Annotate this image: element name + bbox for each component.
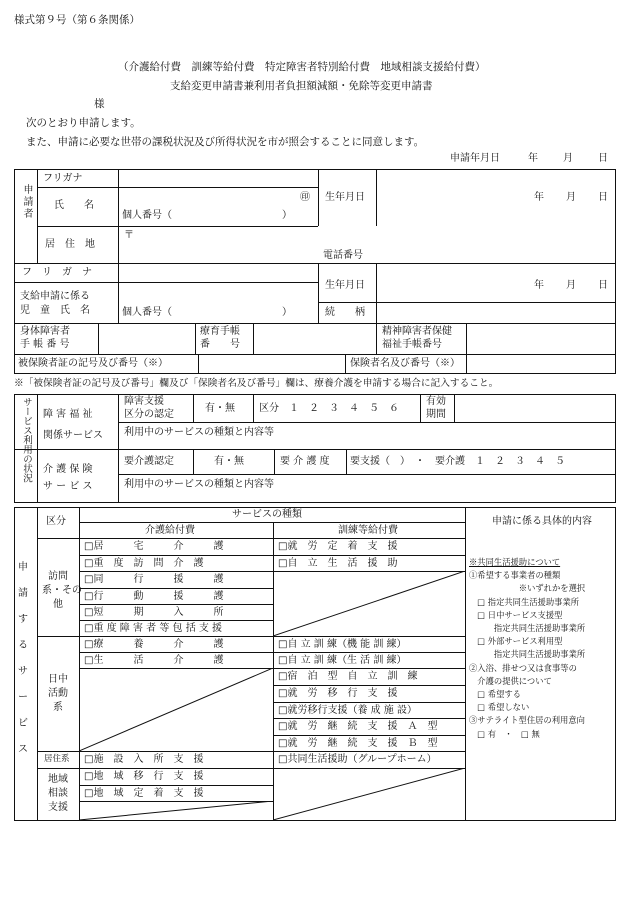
- detail-line: ③サテライト型住居の利用意向: [469, 715, 585, 726]
- detail-option[interactable]: □ 指定共同生活援助事業所: [469, 596, 580, 607]
- care-insurance-label-2: サ ー ビ ス: [43, 481, 93, 492]
- child-birth-label: 生年月日: [325, 280, 365, 291]
- seal-mark: ㊞: [300, 192, 310, 203]
- service-checkbox-group-home[interactable]: □共同生活援助（グループホーム）: [278, 754, 437, 765]
- requested-side-label: 申請するサービス: [18, 562, 28, 755]
- detail-line: 介護の提供について: [469, 675, 552, 686]
- support-level-yes-no: 有・無: [205, 403, 235, 414]
- service-checkbox-chiiki-iko[interactable]: □地 域 移 行 支 援: [84, 771, 204, 782]
- application-date-day: 日: [598, 153, 608, 164]
- chiiki-label-2: 相談: [48, 788, 68, 799]
- applicant-individual-number: 個人番号（ ）: [122, 210, 292, 221]
- service-checkbox-kyotaku[interactable]: □居 宅 介 護: [84, 541, 224, 552]
- care-cert-label: 要介護認定: [124, 456, 174, 467]
- intro-text-2: また、申請に必要な世帯の課税状況及び所得状況を市が照会することに同意します。: [26, 136, 425, 148]
- detail-option[interactable]: □ 希望しない: [469, 702, 530, 713]
- rehab-notebook-label-2: 番 号: [200, 339, 240, 350]
- applicant-birth-day: 日: [598, 192, 608, 203]
- phone-label: 電話番号: [323, 250, 363, 261]
- empty-cell-slash: [273, 768, 465, 820]
- service-checkbox-tanki[interactable]: □短 期 入 所: [84, 607, 224, 618]
- applicant-side-label: 申請者: [21, 184, 32, 220]
- detail-line: ①希望する事業者の種類: [469, 570, 561, 581]
- addressee-suffix: 様: [94, 98, 105, 110]
- service-checkbox-judo-homon[interactable]: □重 度 訪 問 介 護: [84, 558, 204, 569]
- welfare-service-label-2: 関係サービス: [43, 430, 103, 441]
- mental-notebook-label-2: 福祉手帳番号: [382, 339, 442, 350]
- valid-period-label-2: 期間: [426, 409, 446, 420]
- service-checkbox-keizoku-b[interactable]: □就 労 継 続 支 援 Ｂ 型: [278, 738, 438, 749]
- physical-notebook-label-2: 手 帳 番 号: [20, 339, 70, 350]
- intro-text-1: 次のとおり申請します。: [26, 117, 141, 129]
- application-date-label: 申請年月日: [450, 153, 500, 164]
- rehab-notebook-label-1: 療育手帳: [200, 326, 240, 337]
- kunren-header: 訓練等給付費: [338, 525, 398, 536]
- detail-line: 指定共同生活援助事業所: [469, 623, 586, 634]
- service-checkbox-shisetsu[interactable]: □施 設 入 所 支 援: [84, 754, 204, 765]
- usage-side-label: サービス利用の状況: [21, 397, 32, 483]
- care-level-options: 要支援（ ） ・ 要介護 １ ２ ３ ４ ５: [350, 456, 565, 467]
- support-category: 区分 １ ２ ３ ４ ５ ６: [259, 403, 399, 414]
- detail-line: ②入浴、排せつ又は食事等の: [469, 662, 577, 673]
- form-number: 様式第９号（第６条関係）: [14, 14, 140, 26]
- child-name-label-2: 児 童 氏 名: [20, 305, 90, 316]
- detail-option[interactable]: □ 有 ・ □ 無: [469, 728, 540, 739]
- applicant-birth-year: 年: [534, 192, 544, 203]
- service-checkbox-shuro-teichaku[interactable]: □就 労 定 着 支 援: [278, 541, 398, 552]
- service-checkbox-ryoyo[interactable]: □療 養 介 護: [84, 639, 224, 650]
- applicant-birth-month: 月: [566, 192, 576, 203]
- service-checkbox-keizoku-a[interactable]: □就 労 継 続 支 援 Ａ 型: [278, 721, 438, 732]
- support-level-label-1: 障害支援: [124, 396, 164, 407]
- application-date-month: 月: [563, 153, 573, 164]
- detail-header: 申請に係る具体的内容: [492, 516, 592, 527]
- physical-notebook-label-1: 身体障害者: [20, 326, 70, 337]
- service-checkbox-shuro-iko-yosei[interactable]: □就労移行支援（養 成 施 設）: [278, 705, 417, 716]
- welfare-service-label-1: 障 害 福 祉: [43, 409, 93, 420]
- service-checkbox-jiritsu-seikatsu[interactable]: □自 立 生 活 援 助: [278, 558, 398, 569]
- valid-period-label-1: 有効: [426, 396, 446, 407]
- detail-content: [469, 556, 585, 741]
- detail-line: ※いずれかを選択: [469, 583, 586, 594]
- service-types-header: サービスの種類: [232, 509, 302, 520]
- insurance-note: ※「被保険者証の記号及び番号」欄及び「保険者名及び番号」欄は、療養介護を申請する場合に記入すること。: [14, 378, 499, 389]
- nichu-label-2: 活動: [48, 688, 68, 699]
- homon-label-3: 他: [53, 599, 63, 610]
- homon-label-2: 系・その: [42, 585, 82, 596]
- chiiki-label-1: 地域: [48, 774, 68, 785]
- service-checkbox-seikatsu-kunren[interactable]: □自 立 訓 練（生 活 訓 練）: [278, 655, 407, 666]
- application-date-year: 年: [528, 153, 538, 164]
- postal-mark: 〒: [124, 230, 134, 241]
- service-checkbox-shuro-iko[interactable]: □就 労 移 行 支 援: [278, 688, 398, 699]
- detail-option[interactable]: □ 希望する: [469, 689, 521, 700]
- service-checkbox-kodo[interactable]: □行 動 援 護: [84, 591, 224, 602]
- service-checkbox-shukuhaku[interactable]: □宿 泊 型 自 立 訓 練: [278, 671, 418, 682]
- applicant-address-label: 居 住 地: [45, 239, 95, 250]
- empty-cell-slash: [79, 668, 273, 751]
- kaigo-header: 介護給付費: [145, 525, 195, 536]
- care-in-use-label: 利用中のサービスの種類と内容等: [124, 479, 274, 490]
- form-title-line1: （介護給付費 訓練等給付費 特定障害者特別給付費 地域相談支援給付費）: [118, 61, 486, 73]
- child-furigana-label: フ リ ガ ナ: [22, 267, 92, 278]
- empty-cell-slash: [273, 571, 465, 636]
- nichu-label-1: 日中: [48, 674, 68, 685]
- applicant-birth-label: 生年月日: [325, 192, 365, 203]
- welfare-in-use-label: 利用中のサービスの種類と内容等: [124, 427, 274, 438]
- empty-cell-slash: [79, 801, 273, 820]
- kyoju-label: 居住系: [44, 754, 70, 764]
- service-checkbox-hokatsu[interactable]: □重 度 障 害 者 等 包 括 支 援: [84, 623, 223, 634]
- detail-line: 指定共同生活援助事業所: [469, 649, 586, 660]
- service-checkbox-doko[interactable]: □同 行 援 護: [84, 574, 224, 585]
- mental-notebook-label-1: 精神障害者保健: [382, 326, 452, 337]
- child-birth-year: 年: [534, 280, 544, 291]
- homon-label-1: 訪問: [48, 571, 68, 582]
- child-birth-month: 月: [566, 280, 576, 291]
- form-title-line2: 支給変更申請書兼利用者負担額減額・免除等変更申請書: [170, 80, 433, 92]
- service-checkbox-seikatsu-kaigo[interactable]: □生 活 介 護: [84, 655, 224, 666]
- detail-line: ※共同生活援助について: [469, 557, 561, 567]
- care-cert-yes-no: 有・無: [214, 456, 244, 467]
- care-level-label: 要 介 護 度: [280, 456, 330, 467]
- detail-option[interactable]: □ 日中サービス支援型: [469, 609, 563, 620]
- detail-option[interactable]: □ 外部サービス利用型: [469, 636, 563, 647]
- child-individual-number: 個人番号（ ）: [122, 307, 292, 318]
- service-checkbox-kino-kunren[interactable]: □自 立 訓 練（機 能 訓 練）: [278, 639, 407, 650]
- child-name-label-1: 支給申請に係る: [20, 291, 90, 302]
- insured-cert-label: 被保険者証の記号及び番号（※）: [18, 358, 168, 369]
- category-header: 区分: [46, 516, 66, 527]
- service-checkbox-chiiki-teichaku[interactable]: □地 域 定 着 支 援: [84, 788, 204, 799]
- nichu-label-3: 系: [53, 702, 63, 713]
- insurer-label: 保険者名及び番号（※）: [350, 358, 460, 369]
- support-level-label-2: 区分の認定: [124, 409, 174, 420]
- child-birth-day: 日: [598, 280, 608, 291]
- chiiki-label-3: 支援: [48, 802, 68, 813]
- child-relation-label: 続 柄: [325, 307, 365, 318]
- care-insurance-label-1: 介 護 保 険: [43, 464, 93, 475]
- applicant-furigana-label: フリガナ: [43, 173, 83, 184]
- applicant-name-label: 氏 名: [54, 200, 94, 211]
